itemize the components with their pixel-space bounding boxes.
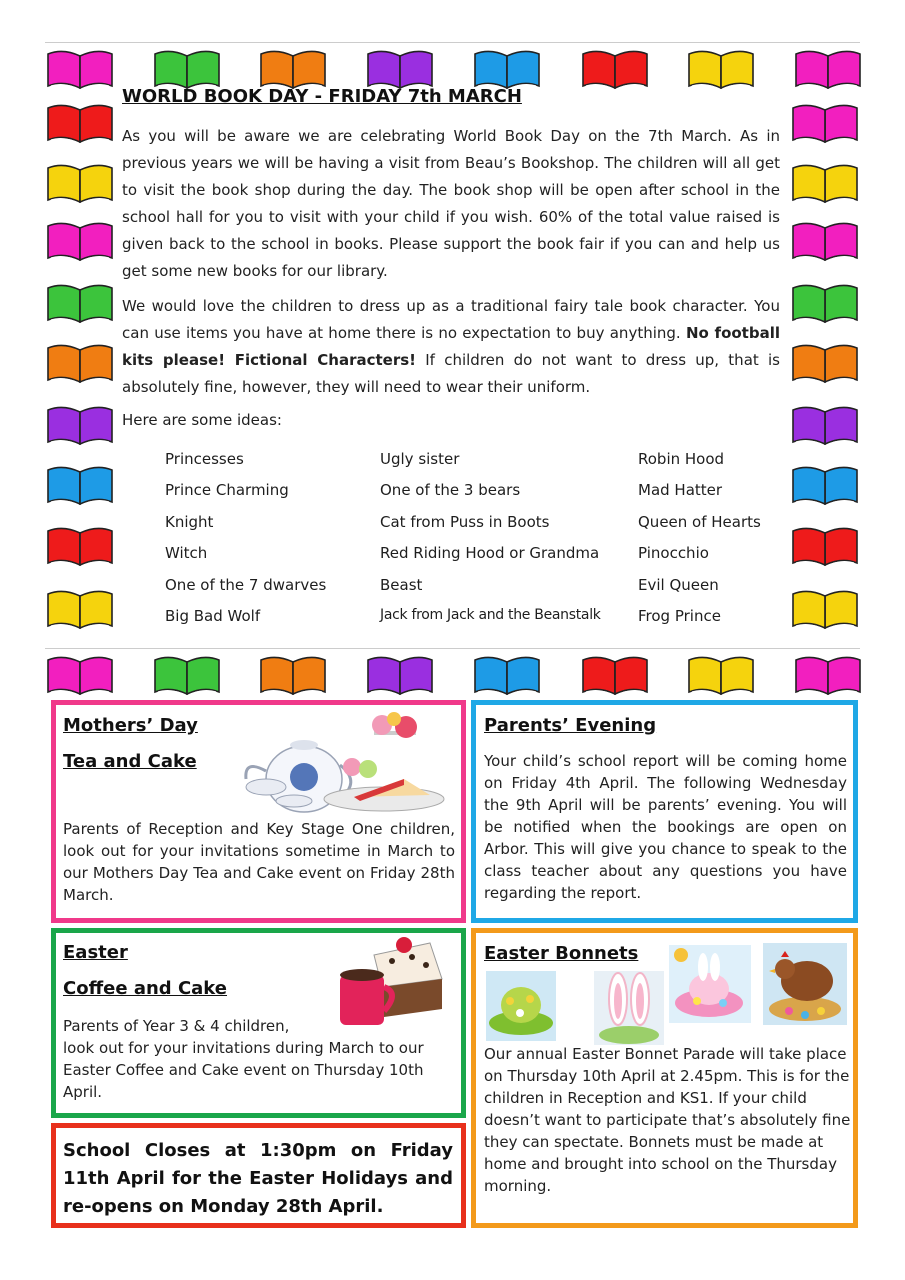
idea-item: Mad Hatter: [638, 481, 723, 499]
easter-bonnets-text: Our annual Easter Bonnet Parade will take place on Thursday 10th April at 2.45pm. This is for the children in Reception and KS1. If your child doesn’t want to participate that’s absolutely fine they can spectate. Bonnets must be made at home and brought into school on the Thursday morning.: [484, 1045, 851, 1195]
pink-bonnet-photo: [669, 945, 751, 1023]
book-icon: [45, 402, 115, 448]
school-closes-box: [51, 1123, 466, 1228]
book-icon: [45, 523, 115, 569]
divider-middle: [45, 648, 860, 649]
book-icon: [793, 652, 863, 698]
coffee-and-cake-title: Coffee and Cake: [63, 978, 228, 999]
book-icon: [790, 340, 860, 386]
idea-item: Pinocchio: [638, 544, 709, 562]
easter-bonnets-title: Easter Bonnets: [484, 943, 639, 964]
book-icon: [365, 652, 435, 698]
book-icon: [45, 280, 115, 326]
book-icon: [793, 46, 863, 92]
book-icon: [580, 46, 650, 92]
easter-bonnets-box: [471, 928, 858, 1228]
idea-item: Cat from Puss in Boots: [380, 513, 550, 531]
idea-item: One of the 3 bears: [380, 481, 521, 499]
book-icon: [45, 218, 115, 264]
easter-coffee-text: look out for your invitations during March to our Easter Coffee and Cake event on Thursday 10th April.: [63, 1039, 424, 1101]
mothers-day-box: [51, 700, 466, 923]
idea-item: Big Bad Wolf: [165, 607, 261, 625]
book-icon: [790, 462, 860, 508]
idea-item: Red Riding Hood or Grandma: [380, 544, 600, 562]
world-book-day-paragraph-2: We would love the children to dress up as a traditional fairy tale book character. You can use items you have at home there is no expectation to buy anything. No football kits please! Fictional Characters! If children do not want to dress up, that is absolutely fine, however, they will need to wear their uniform.: [122, 297, 780, 396]
mothers-day-text: Parents of Reception and Key Stage One children, look out for your invitations sometime in March to our Mothers Day Tea and Cake event on Friday 28th March.: [63, 820, 455, 904]
hen-bonnet-photo: [763, 943, 847, 1025]
book-icon: [45, 586, 115, 632]
idea-item: Beast: [380, 576, 423, 594]
book-icon: [152, 652, 222, 698]
idea-item: Prince Charming: [165, 481, 289, 499]
book-icon: [790, 100, 860, 146]
school-closes-text: School Closes at 1:30pm on Friday 11th April for the Easter Holidays and re-opens on Monday 28th April.: [63, 1140, 453, 1217]
book-icon: [45, 340, 115, 386]
idea-item: Queen of Hearts: [638, 513, 761, 531]
green-bonnet-photo: [486, 971, 556, 1041]
idea-item: One of the 7 dwarves: [165, 576, 327, 594]
book-icon: [45, 462, 115, 508]
idea-item: Knight: [165, 513, 214, 531]
world-book-day-title: WORLD BOOK DAY - FRIDAY 7th MARCH: [122, 86, 522, 107]
divider-top: [45, 42, 860, 43]
book-icon: [45, 46, 115, 92]
book-icon: [472, 652, 542, 698]
book-icon: [790, 586, 860, 632]
bunny-ears-bonnet-photo: [594, 971, 664, 1045]
book-icon: [45, 160, 115, 206]
parents-evening-text: Your child’s school report will be coming home on Friday 4th April. The following Wednesday the 9th April will be parents’ evening. You will be notified when the bookings are open on Arbor. This will give you chance to speak to the class teacher about any questions you have regarding the report.: [484, 752, 847, 902]
idea-item: Ugly sister: [380, 450, 460, 468]
book-icon: [790, 160, 860, 206]
idea-item: Frog Prince: [638, 607, 721, 625]
book-icon: [790, 523, 860, 569]
idea-item: Princesses: [165, 450, 244, 468]
idea-item: Evil Queen: [638, 576, 719, 594]
ideas-label: Here are some ideas:: [122, 411, 282, 429]
parents-evening-title: Parents’ Evening: [484, 715, 657, 736]
tea-set-icon: [234, 709, 456, 817]
easter-coffee-box: [51, 928, 466, 1118]
easter-coffee-line-1: Parents of Year 3 & 4 children,: [63, 1017, 290, 1035]
idea-item: Witch: [165, 544, 208, 562]
book-icon: [45, 100, 115, 146]
book-icon: [580, 652, 650, 698]
book-icon: [258, 652, 328, 698]
world-book-day-paragraph-1: As you will be aware we are celebrating World Book Day on the 7th March. As in previous years we will be having a visit from Beau’s Bookshop. The children will all get to visit the book shop during the day. The book shop will be open after school in the school hall for you to visit with your child if you wish. 60% of the total value raised is given back to the school in books. Please support the book fair if you can and help us get some new books for our library.: [122, 127, 780, 280]
no-football-kits-note: No football kits please! Fictional Characters!: [122, 324, 780, 369]
parents-evening-box: [471, 700, 858, 923]
book-icon: [790, 218, 860, 264]
easter-title: Easter: [63, 942, 128, 963]
book-icon: [686, 652, 756, 698]
book-icon: [790, 280, 860, 326]
book-icon: [686, 46, 756, 92]
mothers-day-title: Mothers’ Day: [63, 715, 198, 736]
idea-item: Robin Hood: [638, 450, 725, 468]
book-icon: [45, 652, 115, 698]
book-icon: [790, 402, 860, 448]
idea-item: Jack from Jack and the Beanstalk: [380, 607, 601, 623]
tea-and-cake-title: Tea and Cake: [63, 751, 197, 772]
